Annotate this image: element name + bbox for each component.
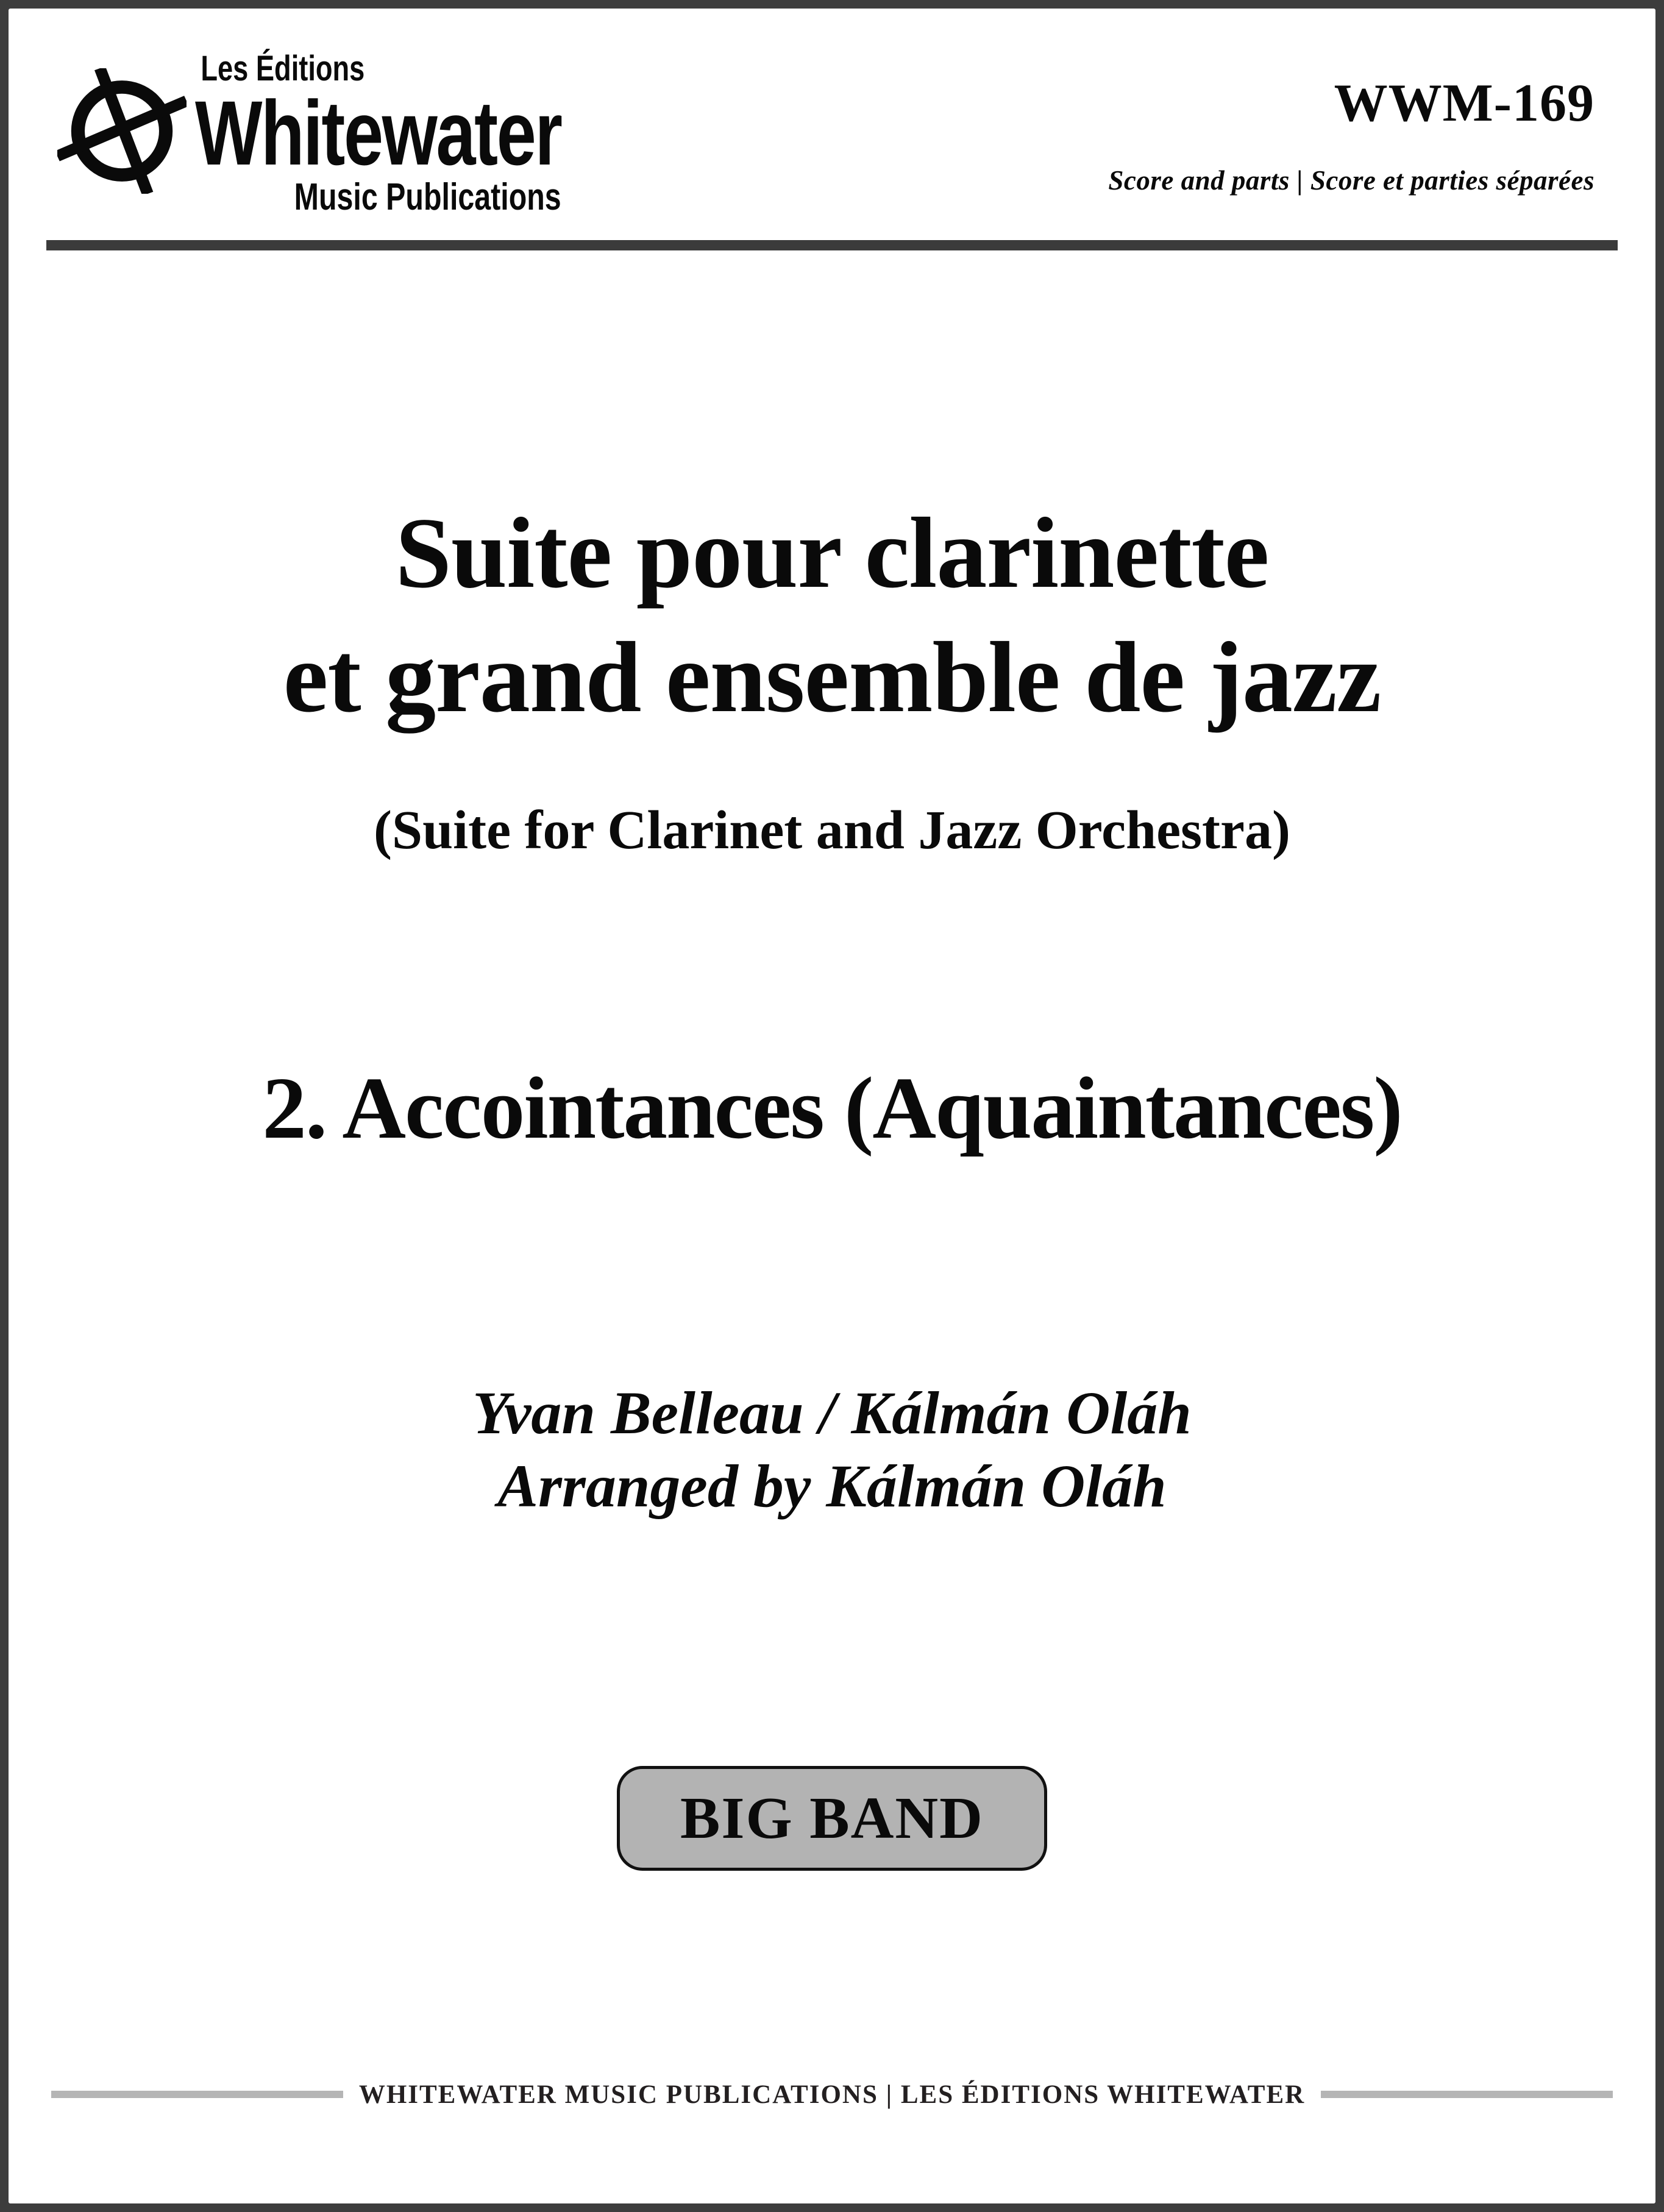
logo-line-main: Whitewater <box>195 82 561 184</box>
cover-page <box>9 9 1655 2203</box>
footer-text: WHITEWATER MUSIC PUBLICATIONS | LES ÉDITIONS WHITEWATER <box>358 2080 1306 2109</box>
header-rule <box>46 240 1618 250</box>
movement-title: 2. Accointances (Aquaintances) <box>262 1060 1402 1157</box>
composer-credit: Yvan Belleau / Kálmán Oláh <box>472 1379 1192 1447</box>
work-title <box>9 491 1655 739</box>
work-subtitle: (Suite for Clarinet and Jazz Orchestra) <box>374 800 1290 860</box>
logo-line-small: Les Éditions <box>201 49 365 88</box>
work-title-line1: Suite pour clarinette <box>395 497 1269 609</box>
footer-bar-right <box>1321 2091 1613 2098</box>
catalog-number: WWM-169 <box>1334 74 1595 133</box>
work-title-line2: et grand ensemble de jazz <box>283 621 1381 733</box>
format-badge-label: BIG BAND <box>680 1785 984 1851</box>
footer <box>9 2082 1655 2107</box>
header <box>9 9 1655 223</box>
publisher-logo <box>57 50 664 217</box>
publisher-logo-text <box>195 50 561 217</box>
logo-line-sub: Music Publications <box>294 176 561 218</box>
credits-block <box>9 1377 1655 1523</box>
footer-bar-left <box>51 2091 343 2098</box>
circle-crosshair-logo-icon <box>57 68 187 194</box>
edition-tagline: Score and parts | Score et parties séparées <box>1108 165 1595 196</box>
header-right-block <box>1108 50 1595 196</box>
arranger-credit: Arranged by Kálmán Oláh <box>497 1452 1167 1520</box>
format-badge <box>617 1766 1047 1871</box>
